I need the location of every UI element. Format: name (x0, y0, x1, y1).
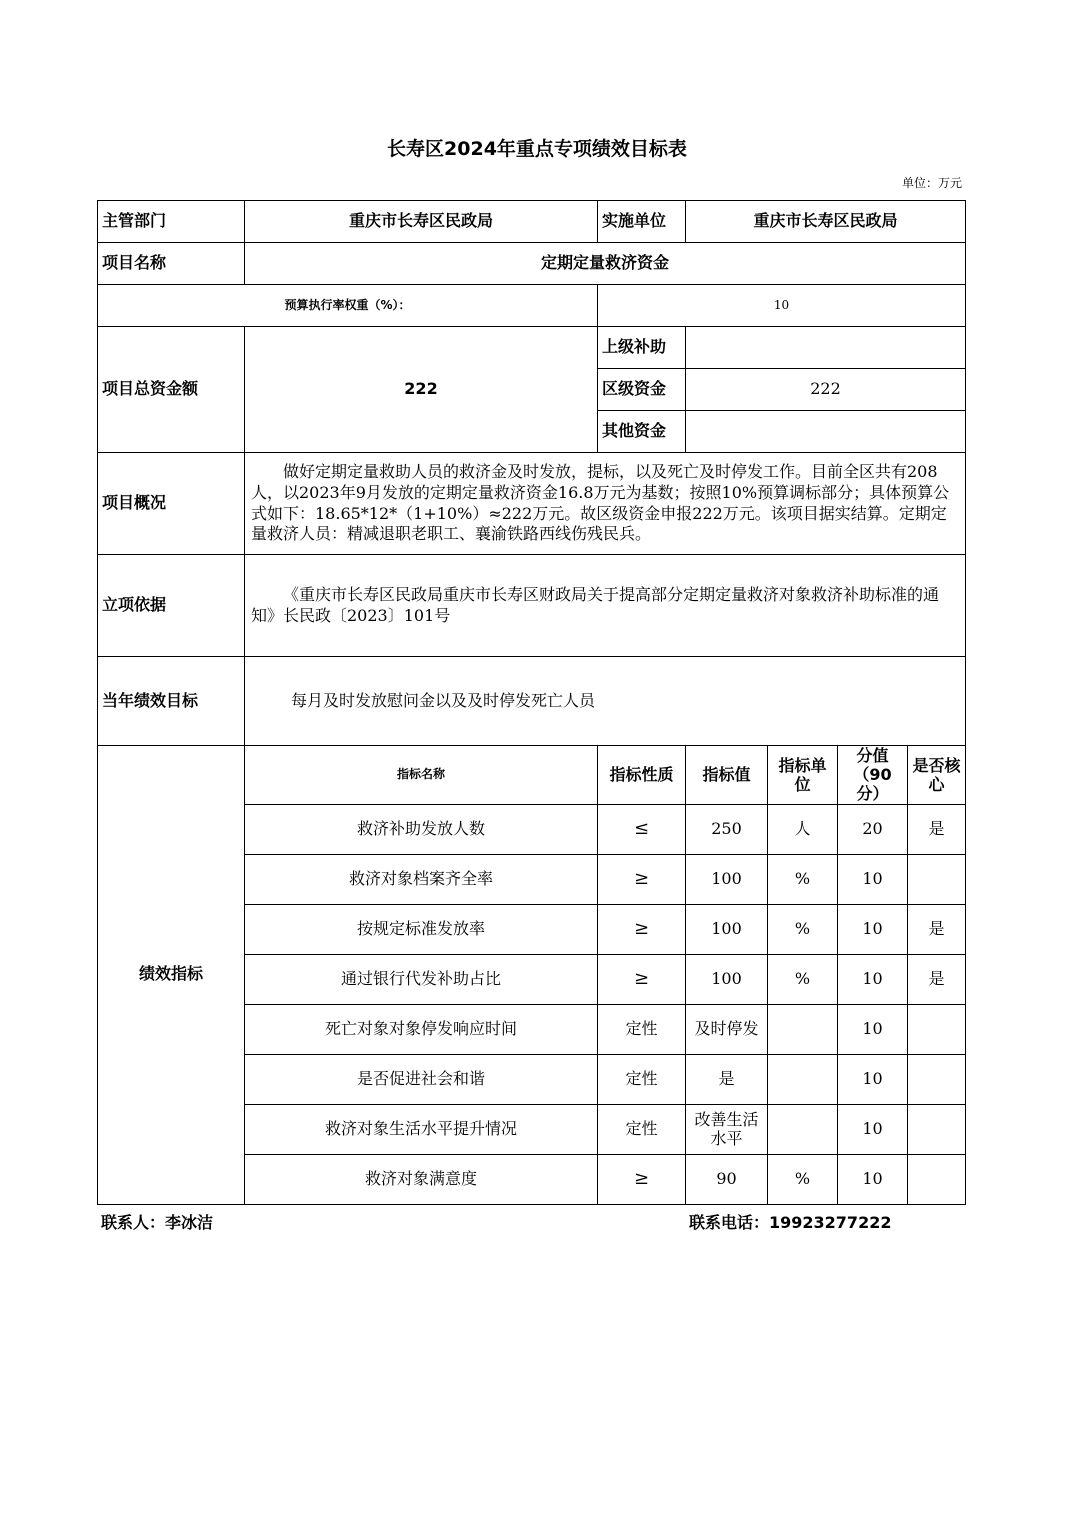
other-fund-label: 其他资金 (598, 411, 686, 453)
basis-text: 《重庆市长寿区民政局重庆市长寿区财政局关于提高部分定期定量救济对象救济补助标准的通知》长民政〔2023〕101号 (245, 555, 966, 657)
indicator-unit: % (768, 904, 838, 954)
indicator-nature: ≤ (598, 804, 686, 854)
col-nature-header: 指标性质 (598, 746, 686, 805)
goal-label: 当年绩效目标 (98, 657, 245, 746)
impl-value: 重庆市长寿区民政局 (686, 201, 966, 243)
indicator-header-row (98, 746, 966, 805)
indicator-value: 100 (686, 904, 768, 954)
col-unit-header: 指标单位 (768, 746, 838, 805)
indicator-core: 是 (908, 904, 966, 954)
indicator-unit: % (768, 854, 838, 904)
indicator-core: 是 (908, 954, 966, 1004)
total-fund-label: 项目总资金额 (98, 327, 245, 453)
indicator-unit: % (768, 1154, 838, 1204)
indicator-value: 100 (686, 854, 768, 904)
col-core-header: 是否核心 (908, 746, 966, 805)
row-goal (98, 657, 966, 746)
indicator-score: 10 (838, 1154, 908, 1204)
weight-label: 预算执行率权重（%）： (98, 285, 598, 327)
indicator-core (908, 1154, 966, 1204)
indicator-score: 10 (838, 954, 908, 1004)
col-name-header: 指标名称 (245, 746, 598, 805)
other-fund-value (686, 411, 966, 453)
indicator-nature: 定性 (598, 1054, 686, 1104)
indicator-score: 10 (838, 1054, 908, 1104)
row-weight (98, 285, 966, 327)
overview-text: 做好定期定量救助人员的救济金及时发放，提标，以及死亡及时停发工作。目前全区共有208人，以2023年9月发放的定期定量救济资金16.8万元为基数；按照10%预算调标部分；具体预算公式如下：18.65*12*（1+10%）≈222万元。故区级资金申报222万元。该项目据实结算。定期定量救济人员：精减退职老职工、襄渝铁路西线伤残民兵。 (245, 453, 966, 555)
indicator-core (908, 1104, 966, 1154)
overview-label: 项目概况 (98, 453, 245, 555)
row-department (98, 201, 966, 243)
contact-person: 联系人：李冰洁 (101, 1213, 214, 1232)
indicator-name: 死亡对象对象停发响应时间 (245, 1004, 598, 1054)
indicator-value: 100 (686, 954, 768, 1004)
indicator-nature: ≥ (598, 1154, 686, 1204)
indicator-unit (768, 1004, 838, 1054)
indicator-unit: 人 (768, 804, 838, 854)
indicator-nature: ≥ (598, 954, 686, 1004)
total-fund-value: 222 (245, 327, 598, 453)
indicator-core (908, 1004, 966, 1054)
project-value: 定期定量救济资金 (245, 243, 966, 285)
goal-text: 每月及时发放慰问金以及及时停发死亡人员 (245, 657, 966, 746)
contact-phone: 联系电话：19923277222 (689, 1213, 892, 1232)
performance-table (97, 200, 966, 1205)
indicator-name: 是否促进社会和谐 (245, 1054, 598, 1104)
indicator-core: 是 (908, 804, 966, 854)
indicator-score: 10 (838, 854, 908, 904)
indicator-name: 救济对象生活水平提升情况 (245, 1104, 598, 1154)
dept-label: 主管部门 (98, 201, 245, 243)
indicators-label: 绩效指标 (98, 746, 245, 1205)
impl-label: 实施单位 (598, 201, 686, 243)
indicator-value: 及时停发 (686, 1004, 768, 1054)
district-fund-label: 区级资金 (598, 369, 686, 411)
indicator-score: 10 (838, 904, 908, 954)
indicator-nature: 定性 (598, 1104, 686, 1154)
basis-label: 立项依据 (98, 555, 245, 657)
indicator-nature: ≥ (598, 854, 686, 904)
dept-value: 重庆市长寿区民政局 (245, 201, 598, 243)
indicator-value: 改善生活水平 (686, 1104, 768, 1154)
row-project (98, 243, 966, 285)
col-score-header: 分值（90分） (838, 746, 908, 805)
indicator-nature: 定性 (598, 1004, 686, 1054)
district-fund-value: 222 (686, 369, 966, 411)
indicator-value: 是 (686, 1054, 768, 1104)
col-value-header: 指标值 (686, 746, 768, 805)
unit-note: 单位：万元 (901, 176, 962, 190)
project-label: 项目名称 (98, 243, 245, 285)
row-basis (98, 555, 966, 657)
indicator-score: 10 (838, 1004, 908, 1054)
indicator-core (908, 1054, 966, 1104)
indicator-name: 按规定标准发放率 (245, 904, 598, 954)
indicator-value: 250 (686, 804, 768, 854)
indicator-unit: % (768, 954, 838, 1004)
row-overview (98, 453, 966, 555)
indicator-name: 救济对象满意度 (245, 1154, 598, 1204)
weight-value: 10 (598, 285, 966, 327)
upper-fund-label: 上级补助 (598, 327, 686, 369)
indicator-nature: ≥ (598, 904, 686, 954)
indicator-core (908, 854, 966, 904)
page-title: 长寿区2024年重点专项绩效目标表 (387, 138, 687, 160)
indicator-score: 20 (838, 804, 908, 854)
indicator-score: 10 (838, 1104, 908, 1154)
row-upper-fund (98, 327, 966, 369)
indicator-name: 救济对象档案齐全率 (245, 854, 598, 904)
indicator-unit (768, 1104, 838, 1154)
indicator-name: 通过银行代发补助占比 (245, 954, 598, 1004)
indicator-unit (768, 1054, 838, 1104)
indicator-value: 90 (686, 1154, 768, 1204)
upper-fund-value (686, 327, 966, 369)
indicator-name: 救济补助发放人数 (245, 804, 598, 854)
